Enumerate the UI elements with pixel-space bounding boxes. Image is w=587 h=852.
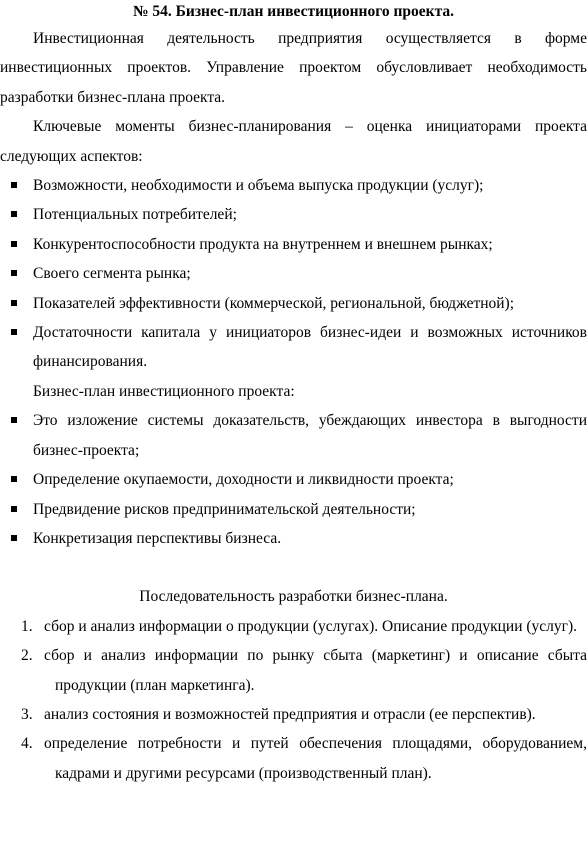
list-item xyxy=(0,406,587,465)
square-bullet-icon xyxy=(11,211,17,217)
list-item xyxy=(0,612,587,641)
step-text: сбор и анализ информации по рынку сбыта (маркетинг) и описание сбыта продукции (план маркетинга). xyxy=(44,647,587,694)
list-item-text: Предвидение рисков предпринимательской деятельности; xyxy=(33,500,416,518)
business-plan-list xyxy=(0,406,587,553)
blank-line xyxy=(0,553,587,582)
square-bullet-icon xyxy=(11,241,17,247)
step-number: 2. xyxy=(21,647,33,665)
intro-paragraph: Инвестиционная деятельность предприятия осуществляется в форме инвестиционных проектов. Управление проектом обусловливает необходимость разработки бизнес-плана проекта. xyxy=(0,30,587,106)
list-item xyxy=(0,289,587,318)
sequence-heading: Последовательность разработки бизнес-плана. xyxy=(139,588,448,606)
list-item xyxy=(0,200,587,229)
list-item-text: Потенциальных потребителей; xyxy=(33,206,237,224)
list-item-text: Определение окупаемости, доходности и ликвидности проекта; xyxy=(33,471,454,489)
square-bullet-icon xyxy=(11,417,17,423)
step-text: анализ состояния и возможностей предприятия и отрасли (ее перспектив). xyxy=(44,705,536,723)
step-text: определение потребности и путей обеспечения площадями, оборудованием, кадрами и другими ресурсами (производственный план). xyxy=(44,735,587,782)
square-bullet-icon xyxy=(11,270,17,276)
list-item xyxy=(0,318,587,377)
list-item xyxy=(0,230,587,259)
square-bullet-icon xyxy=(11,476,17,482)
list-item-text: Конкретизация перспективы бизнеса. xyxy=(33,529,282,547)
list-item xyxy=(0,495,587,524)
square-bullet-icon xyxy=(11,506,17,512)
list-item-text: Своего сегмента рынка; xyxy=(33,265,191,283)
square-bullet-icon xyxy=(11,300,17,306)
list-item-text: Конкурентоспособности продукта на внутреннем и внешнем рынках; xyxy=(33,235,493,253)
document-title: № 54. Бизнес-план инвестиционного проекта. xyxy=(132,3,455,20)
business-plan-heading: Бизнес-план инвестиционного проекта: xyxy=(33,382,295,400)
list-item-text: Показателей эффективности (коммерческой, региональной, бюджетной); xyxy=(33,294,515,312)
list-item xyxy=(0,641,587,700)
list-item-text: Это изложение системы доказательств, убеждающих инвестора в выгодности бизнес-проекта; xyxy=(33,412,587,459)
list-item xyxy=(0,171,587,200)
list-item xyxy=(0,729,587,788)
key-points-list xyxy=(0,171,587,377)
list-item-text: Достаточности капитала у инициаторов бизнес-идеи и возможных источников финансирования. xyxy=(33,324,587,371)
list-item xyxy=(0,259,587,288)
square-bullet-icon xyxy=(11,535,17,541)
step-number: 4. xyxy=(21,735,33,753)
square-bullet-icon xyxy=(11,329,17,335)
step-number: 1. xyxy=(21,617,33,635)
list-item xyxy=(0,524,587,553)
key-points-intro: Ключевые моменты бизнес-планирования – оценка инициаторами проекта следующих аспектов: xyxy=(0,118,587,165)
sequence-list xyxy=(0,612,587,788)
square-bullet-icon xyxy=(11,182,17,188)
list-item xyxy=(0,700,587,729)
step-number: 3. xyxy=(21,705,33,723)
list-item xyxy=(0,465,587,494)
list-item-text: Возможности, необходимости и объема выпуска продукции (услуг); xyxy=(33,177,484,195)
step-text: сбор и анализ информации о продукции (услугах). Описание продукции (услуг). xyxy=(44,617,578,635)
